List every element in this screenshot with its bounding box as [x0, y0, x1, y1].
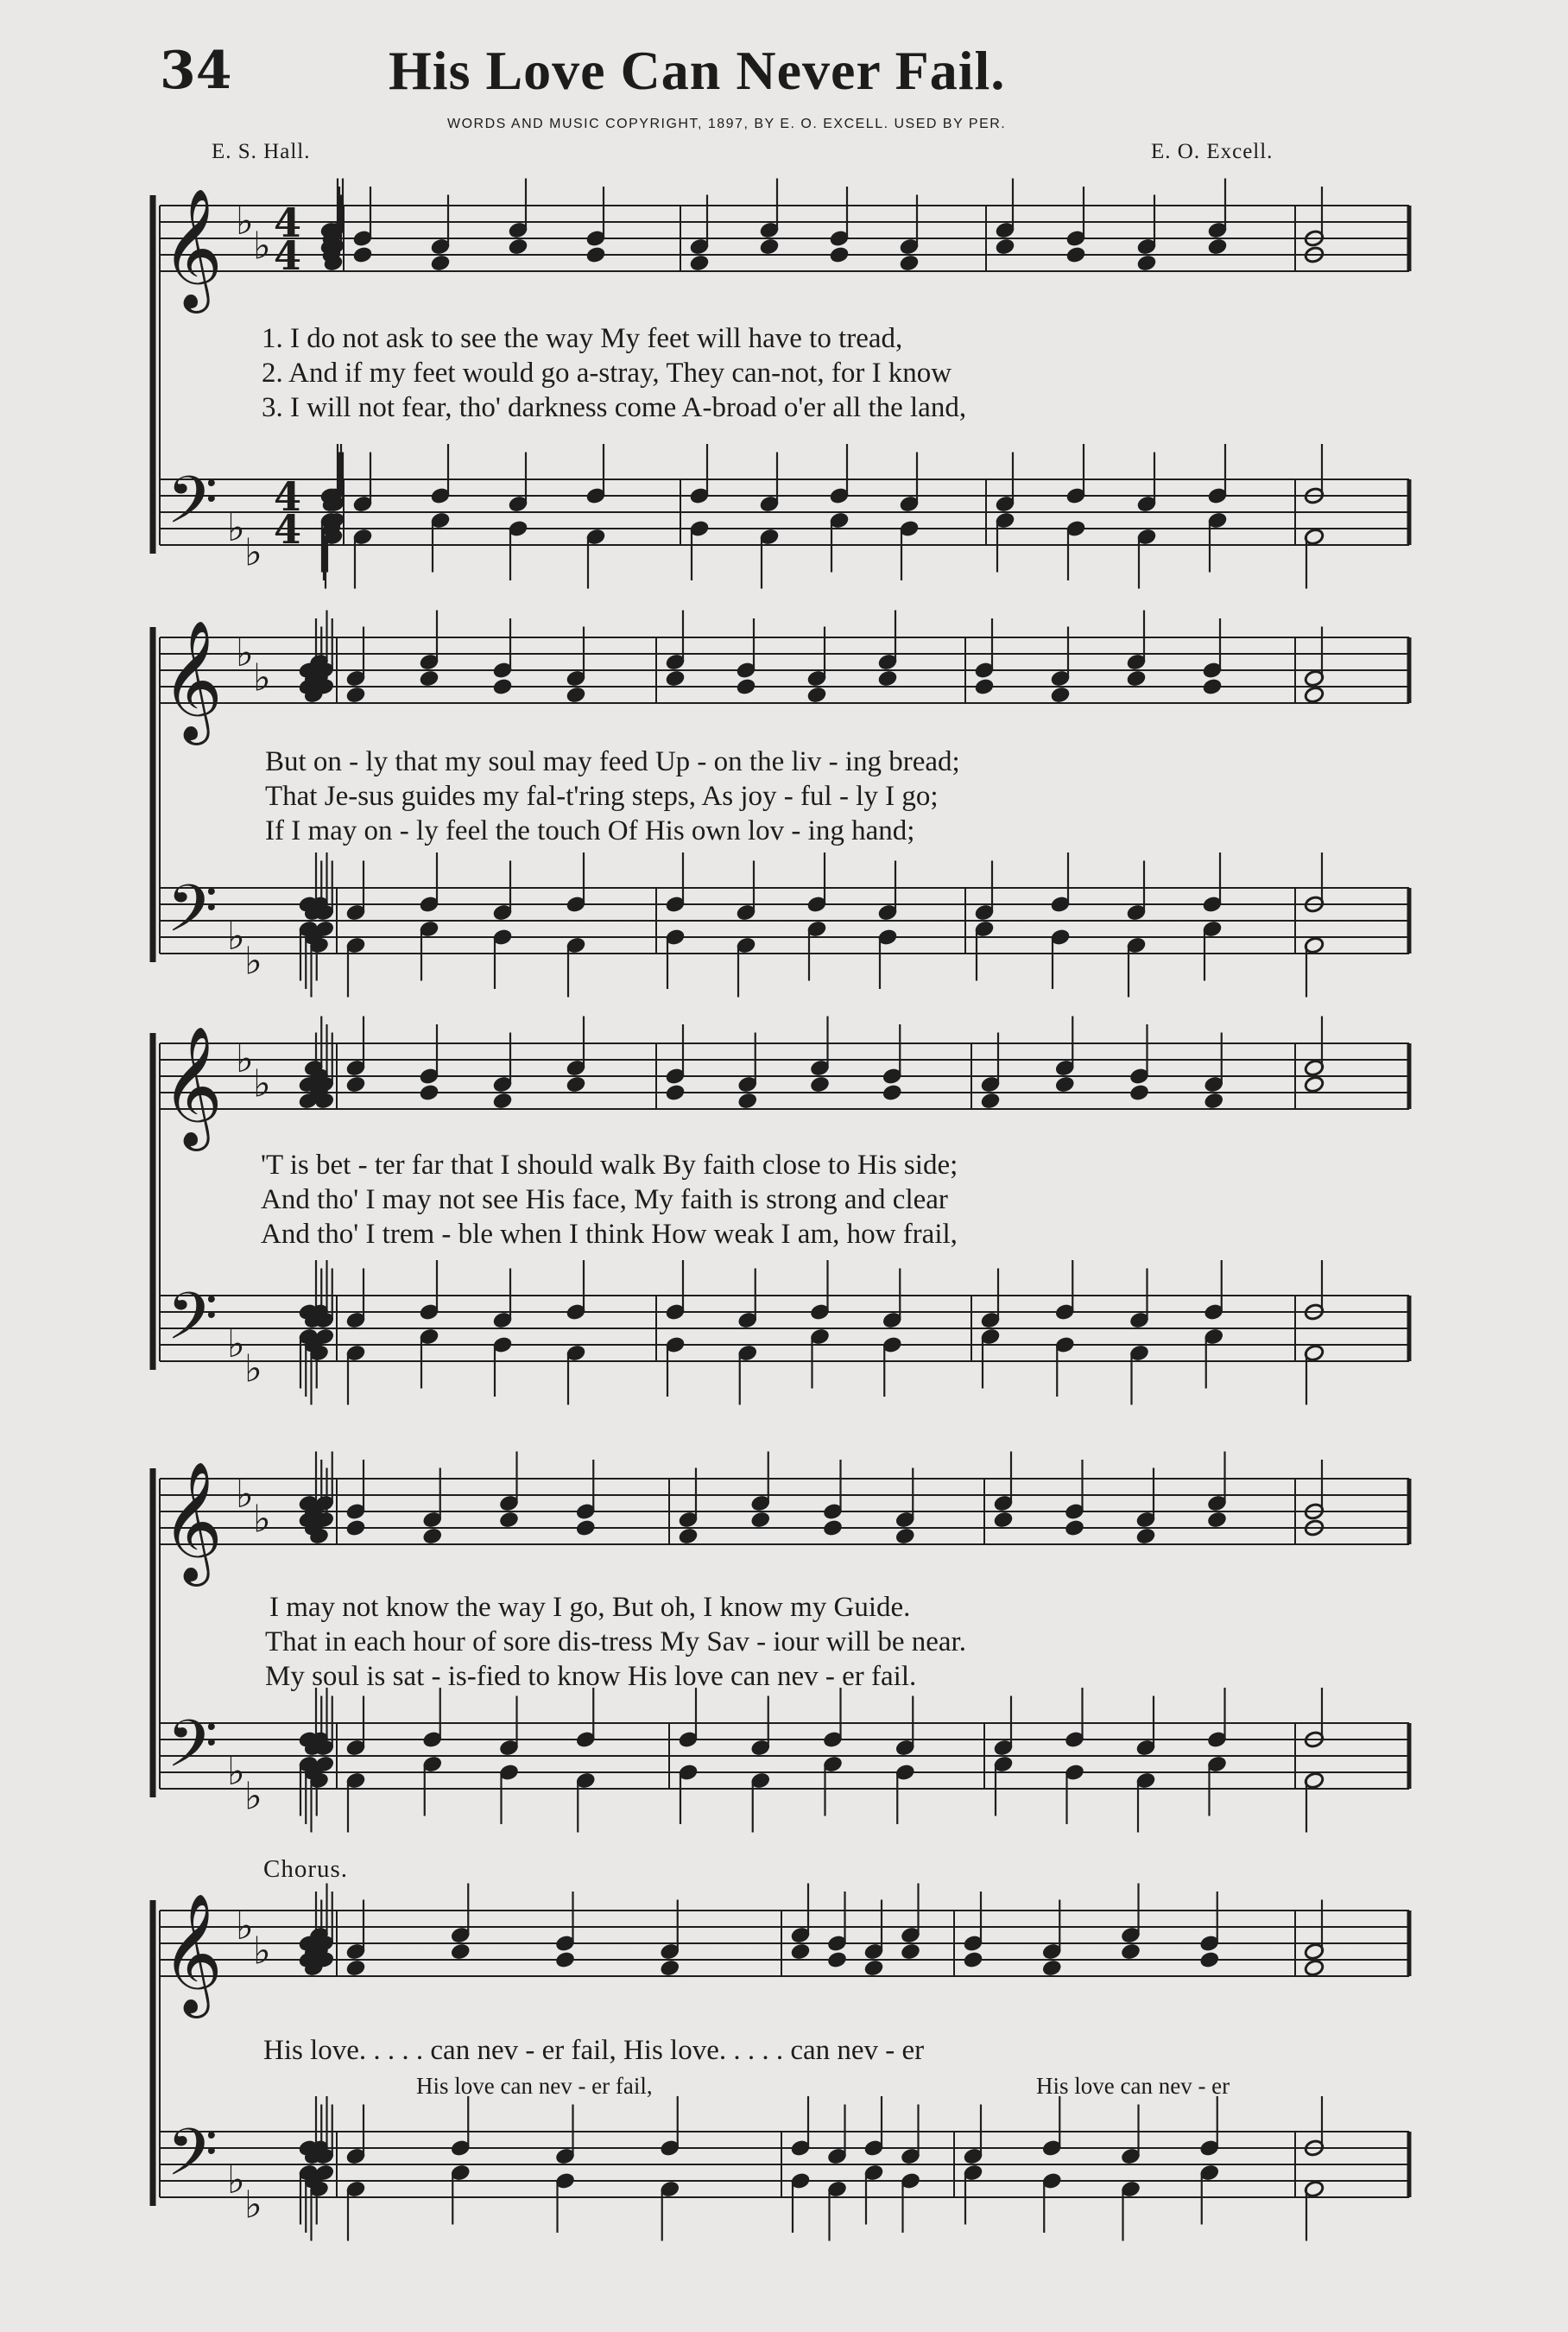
flat-sign: ♭ — [236, 200, 254, 244]
alto-note — [1126, 669, 1147, 688]
alto-note — [345, 1519, 366, 1537]
verse-1-line-1: 1. I do not ask to see the way My feet will have to tread, — [262, 323, 903, 354]
alto-note — [660, 1959, 680, 1977]
verse-2-line-3: And tho' I may not see His face, My faith is strong and clear — [261, 1184, 948, 1215]
alto-note — [499, 1511, 520, 1529]
verse-3-line-4: My soul is sat - is-fied to know His love can nev - er fail. — [265, 1661, 917, 1692]
alto-note — [1065, 1519, 1085, 1537]
flat-sign: ♭ — [227, 915, 245, 959]
alto-note — [419, 669, 439, 688]
alto-note — [555, 1951, 576, 1969]
flat-sign: ♭ — [244, 1347, 262, 1391]
flat-sign: ♭ — [236, 1904, 254, 1949]
flat-sign: ♭ — [244, 530, 262, 575]
alto-note — [895, 1527, 915, 1545]
alto-note — [736, 678, 756, 696]
alto-note — [1054, 1075, 1075, 1093]
copyright-notice: WORDS AND MUSIC COPYRIGHT, 1897, BY E. O. EXCELL. USED BY PER. — [447, 117, 1007, 131]
bass-clef: 𝄢 — [167, 2114, 218, 2207]
alto-note — [993, 1511, 1014, 1529]
alto-note — [829, 246, 850, 264]
alto-note — [419, 1084, 439, 1102]
alto-note — [1304, 1075, 1325, 1093]
alto-note — [759, 238, 780, 256]
flat-sign: ♭ — [227, 2158, 245, 2202]
alto-note — [1202, 678, 1223, 696]
flat-sign: ♭ — [227, 506, 245, 550]
alto-note — [575, 1519, 596, 1537]
alto-note — [995, 238, 1015, 256]
chorus-line: His love. . . . . can nev - er fail, His love. . . . . can nev - er — [263, 2035, 925, 2066]
alto-note — [1041, 1959, 1062, 1977]
flat-sign: ♭ — [227, 1322, 245, 1366]
lyricist-credit: E. S. Hall. — [212, 140, 311, 163]
alto-note — [345, 1959, 366, 1977]
alto-note — [345, 1075, 366, 1093]
alto-note — [827, 1951, 848, 1969]
chorus-label: Chorus. — [263, 1855, 349, 1883]
flat-sign: ♭ — [244, 1774, 262, 1819]
flat-sign: ♭ — [236, 1473, 254, 1517]
verse-1-line-2: But on - ly that my soul may feed Up - on the liv - ing bread; — [265, 746, 960, 777]
alto-note — [790, 1942, 811, 1961]
time-signature-bottom: 4 — [274, 506, 302, 553]
alto-note — [422, 1527, 443, 1545]
alto-note — [810, 1075, 831, 1093]
alto-note — [823, 1519, 844, 1537]
flat-sign: ♭ — [236, 631, 254, 675]
alto-note — [737, 1092, 758, 1110]
verse-1-line-4: I may not know the way I go, But oh, I know my Guide. — [269, 1592, 911, 1623]
verse-3-line-1: 3. I will not fear, tho' darkness come A-broad o'er all the land, — [262, 392, 967, 423]
hymn-title: His Love Can Never Fail. — [389, 40, 1006, 101]
alto-note — [492, 678, 513, 696]
alto-note — [665, 1084, 686, 1102]
alto-note — [863, 1959, 884, 1977]
alto-note — [689, 254, 710, 272]
treble-clef: 𝄞 — [161, 1026, 223, 1146]
treble-clef: 𝄞 — [161, 188, 223, 308]
alto-note — [345, 686, 366, 704]
alto-note — [678, 1527, 699, 1545]
flat-sign: ♭ — [253, 1497, 271, 1542]
alto-note — [1304, 1959, 1325, 1977]
chorus-echo-1: His love can nev - er fail, — [416, 2073, 653, 2099]
alto-note — [980, 1092, 1001, 1110]
time-signature-top: 4 — [274, 200, 302, 246]
treble-clef: 𝄞 — [161, 1461, 223, 1581]
verse-3-line-3: And tho' I trem - ble when I think How weak I am, how frail, — [261, 1219, 958, 1250]
alto-note — [430, 254, 451, 272]
bass-clef: 𝄢 — [167, 462, 218, 554]
alto-note — [1121, 1942, 1141, 1961]
alto-note — [877, 669, 898, 688]
bass-clef: 𝄢 — [167, 1706, 218, 1798]
verse-2-line-4: That in each hour of sore dis-tress My Sav - iour will be near. — [265, 1626, 966, 1657]
verse-2-line-1: 2. And if my feet would go a-stray, They can-not, for I know — [262, 358, 952, 389]
alto-note — [974, 678, 995, 696]
page-number: 34 — [160, 41, 232, 101]
alto-note — [899, 254, 920, 272]
alto-note — [882, 1084, 902, 1102]
flat-sign: ♭ — [253, 1929, 271, 1974]
bass-clef: 𝄢 — [167, 1278, 218, 1371]
flat-sign: ♭ — [253, 224, 271, 269]
alto-note — [492, 1092, 513, 1110]
alto-note — [1050, 686, 1071, 704]
alto-note — [963, 1951, 983, 1969]
alto-note — [585, 246, 606, 264]
flat-sign: ♭ — [236, 1037, 254, 1081]
alto-note — [508, 238, 528, 256]
flat-sign: ♭ — [244, 2183, 262, 2227]
alto-note — [750, 1511, 771, 1529]
alto-note — [1304, 686, 1325, 704]
verse-1-line-3: 'T is bet - ter far that I should walk By faith close to His side; — [261, 1150, 958, 1181]
bass-clef: 𝄢 — [167, 871, 218, 963]
treble-clef: 𝄞 — [161, 620, 223, 740]
alto-note — [1207, 238, 1228, 256]
alto-note — [1129, 1084, 1150, 1102]
alto-note — [1199, 1951, 1220, 1969]
alto-note — [352, 246, 373, 264]
alto-note — [665, 669, 686, 688]
alto-note — [1204, 1092, 1224, 1110]
composer-credit: E. O. Excell. — [1151, 140, 1274, 163]
alto-note — [1135, 1527, 1156, 1545]
flat-sign: ♭ — [253, 656, 271, 700]
alto-note — [1065, 246, 1086, 264]
flat-sign: ♭ — [244, 939, 262, 984]
alto-note — [450, 1942, 471, 1961]
alto-note — [566, 686, 586, 704]
time-signature-top: 4 — [274, 473, 302, 520]
chorus-echo-2: His love can nev - er — [1036, 2073, 1230, 2099]
alto-note — [566, 1075, 586, 1093]
time-signature-bottom: 4 — [274, 232, 302, 279]
verse-3-line-2: If I may on - ly feel the touch Of His own lov - ing hand; — [265, 815, 915, 846]
alto-note — [901, 1942, 921, 1961]
treble-clef: 𝄞 — [161, 1893, 223, 2013]
alto-note — [1136, 254, 1157, 272]
alto-note — [1207, 1511, 1228, 1529]
flat-sign: ♭ — [253, 1061, 271, 1106]
verse-2-line-2: That Je-sus guides my fal-t'ring steps, As joy - ful - ly I go; — [265, 781, 939, 812]
flat-sign: ♭ — [227, 1750, 245, 1794]
alto-note — [806, 686, 827, 704]
